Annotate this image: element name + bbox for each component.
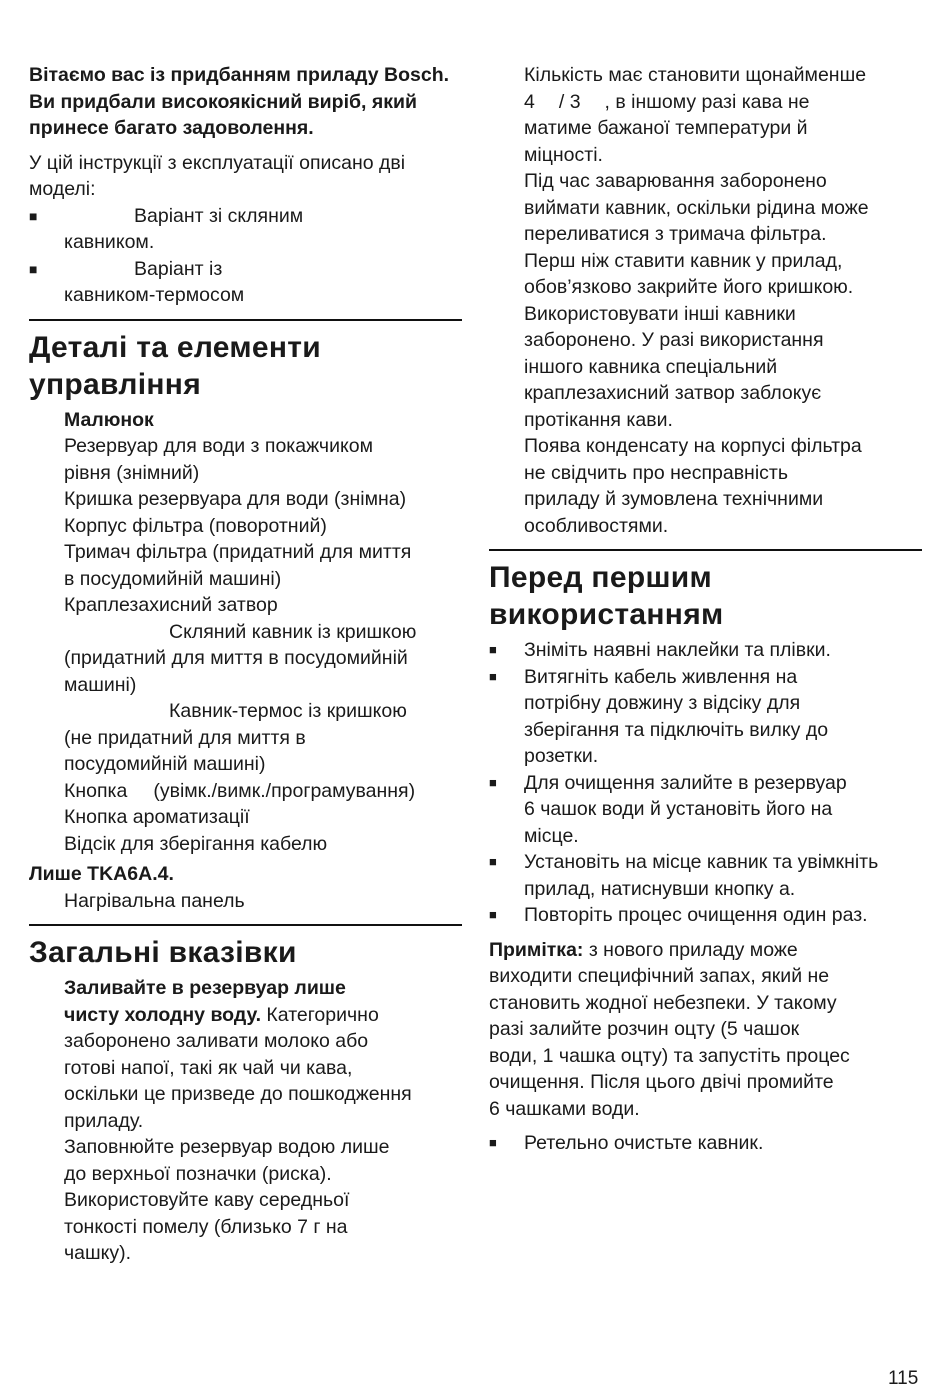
section-divider <box>489 549 922 551</box>
model-line2: кавником. <box>64 231 155 253</box>
note-line: очищення. Після цього двічі промийте <box>489 1071 834 1093</box>
figure-label: Малюнок <box>64 408 154 431</box>
general-line: Використовуйте каву середньої <box>64 1189 350 1211</box>
model-item <box>29 256 462 283</box>
info-line: міцності. <box>524 143 603 166</box>
info-line: не свідчить про несправність <box>524 461 788 484</box>
section-title-parts: Деталі та елементи управління <box>29 330 322 401</box>
section-title-first-use: Перед першим використанням <box>489 561 724 631</box>
part-item: Краплезахисний затвор <box>64 594 278 616</box>
glass-pot-desc: машині) <box>64 673 137 696</box>
thermo-pot-desc: посудомийній машині) <box>64 753 266 775</box>
note-line: становить жодної небезпеки. У такому <box>489 991 837 1014</box>
glass-pot-title: Скляний кавник із кришкою <box>169 620 417 643</box>
bullet-icon: ■ <box>29 207 38 224</box>
model-line2: кавником-термосом <box>64 284 245 306</box>
page-number: 115 <box>888 1368 919 1389</box>
info-line: обов’язково закрийте його кришкою. <box>524 276 854 298</box>
glass-pot-desc: (придатний для миття в посудомийній <box>64 647 408 669</box>
info-line: Кількість має становити щонайменше <box>524 64 867 86</box>
note-line: Примітка: з нового приладу може <box>489 938 798 961</box>
general-line: чисту холодну воду. Категорично <box>64 1003 379 1026</box>
info-line: Під час заварювання заборонено <box>524 170 827 192</box>
step-item: ■ Витягніть кабель живлення на потрібну довжину з відсіку для зберігання та підключіть вилку до розетки. <box>489 664 922 770</box>
note-label: Примітка: <box>489 938 584 961</box>
note-line: разі залийте розчин оцту (5 чашок <box>489 1018 800 1040</box>
general-line: Заповнюйте резервуар водою лише <box>64 1136 390 1158</box>
info-line: матиме бажаної температури й <box>524 117 808 139</box>
bullet-icon: ■ <box>489 668 497 684</box>
general-line: до верхньої позначки (риска). <box>64 1162 332 1185</box>
bullet-icon: ■ <box>489 774 497 790</box>
bullet-icon: ■ <box>489 642 497 657</box>
info-line: заборонено. У разі використання <box>524 329 824 351</box>
section-title-general: Загальні вказівки <box>29 936 297 969</box>
part-item: Тримач фільтра (придатний для миття <box>64 541 412 563</box>
part-item: Відсік для зберігання кабелю <box>64 832 328 855</box>
bullet-icon: ■ <box>489 854 497 869</box>
general-line: чашку). <box>64 1242 132 1264</box>
general-line: заборонено заливати молоко або <box>64 1030 369 1052</box>
info-line: переливатися з тримача фільтра. <box>524 223 827 245</box>
bullet-icon: ■ <box>29 260 38 277</box>
section-divider <box>29 319 462 321</box>
part-item: Кнопка ароматизації <box>64 806 250 828</box>
model-line1: Варіант зі скляним <box>134 204 304 227</box>
part-item: Корпус фільтра (поворотний) <box>64 514 327 537</box>
left-column <box>29 62 462 1267</box>
note-line: 6 чашками води. <box>489 1097 640 1120</box>
general-line: оскільки це призведе до пошкодження <box>64 1083 412 1105</box>
model-line1: Варіант із <box>134 257 223 280</box>
info-line: Поява конденсату на корпусі фільтра <box>524 435 862 457</box>
info-line: 4 / 3 , в іншому разі кава не <box>524 90 810 113</box>
info-line: протікання кави. <box>524 408 673 431</box>
note-line: виходити специфічний запах, який не <box>489 965 830 987</box>
step-item: ■ Установіть на місце кавник та увімкніть прилад, натиснувши кнопку a. <box>489 849 922 902</box>
part-item: Резервуар для води з покажчиком <box>64 435 373 457</box>
thermo-pot-desc: (не придатний для миття в <box>64 726 306 749</box>
part-item: Кришка резервуара для води (знімна) <box>64 488 407 510</box>
general-bold: Заливайте в резервуар лише <box>64 977 346 999</box>
step-item: ■ Зніміть наявні наклейки та плівки. <box>489 637 922 664</box>
general-line: готові напої, такі як чай чи кава, <box>64 1056 353 1079</box>
info-line: краплезахисний затвор заблокує <box>524 382 822 404</box>
info-line: приладу й зумовлена технічними <box>524 488 824 510</box>
note-line: води, 1 чашка оцту) та запустіть процес <box>489 1044 850 1067</box>
section-divider <box>29 924 462 926</box>
model-only-label: Лише TKA6A.4. <box>29 863 174 885</box>
general-line: тонкості помелу (близько 7 г на <box>64 1215 348 1238</box>
bullet-icon: ■ <box>489 907 497 922</box>
general-line: приладу. <box>64 1109 144 1132</box>
step-item: ■ Ретельно очистьте кавник. <box>489 1130 922 1157</box>
bullet-icon: ■ <box>489 1135 497 1150</box>
intro-text: У цій інструкції з експлуатації описано дві моделі: <box>29 151 406 200</box>
right-column <box>489 62 922 1157</box>
info-line: особливостями. <box>524 514 669 537</box>
info-line: Використовувати інші кавники <box>524 302 796 325</box>
power-button-item: Кнопка (увімк./вимк./програмування) <box>64 779 416 802</box>
part-item: в посудомийній машині) <box>64 567 282 590</box>
step-item: ■ Повторіть процес очищення один раз. <box>489 902 922 929</box>
heating-plate-item: Нагрівальна панель <box>64 889 245 912</box>
info-line: іншого кавника спеціальний <box>524 355 778 378</box>
model-item <box>29 203 462 230</box>
intro-bold: Вітаємо вас із придбанням приладу Bosch. Ви придбали високоякісний виріб, який принесе багато задоволення. <box>29 64 450 139</box>
info-line: Перш ніж ставити кавник у прилад, <box>524 249 843 272</box>
step-item: ■ Для очищення залийте в резервуар 6 чашок води й установіть його на місце. <box>489 770 922 850</box>
part-item: рівня (знімний) <box>64 461 200 484</box>
thermo-pot-title: Кавник-термос із кришкою <box>169 700 407 722</box>
info-line: виймати кавник, оскільки рідина може <box>524 196 869 219</box>
